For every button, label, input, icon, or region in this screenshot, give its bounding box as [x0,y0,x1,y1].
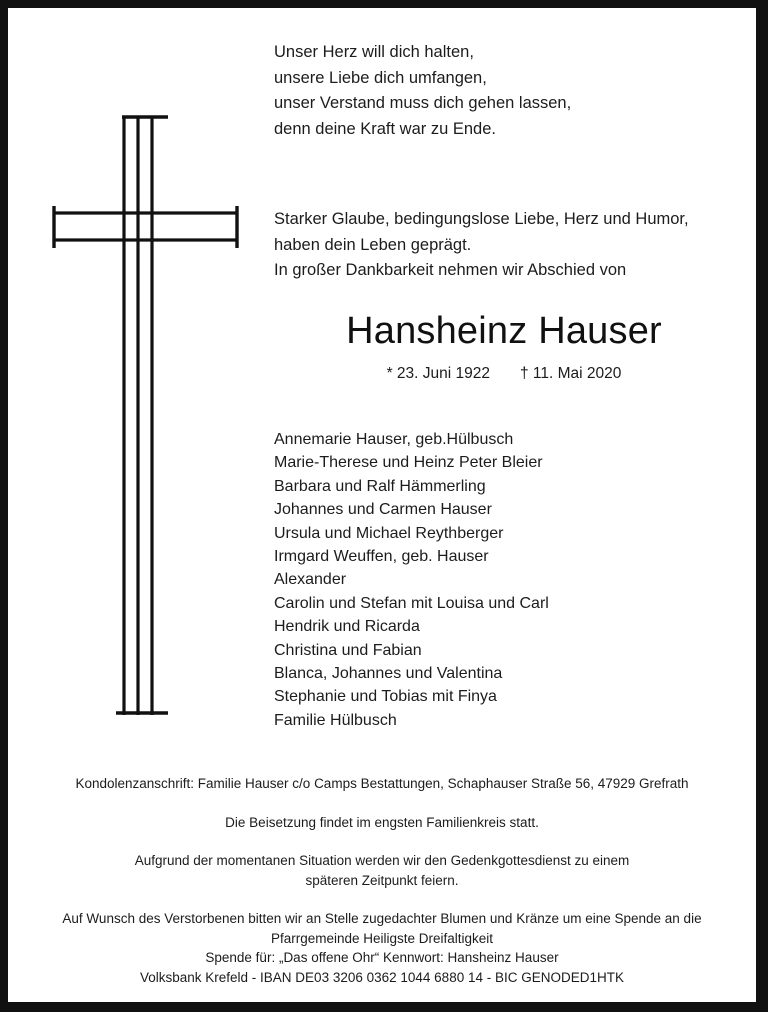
list-item: Familie Hülbusch [274,711,397,729]
memorial-service-line: Aufgrund der momentanen Situation werden wir den Gedenkgottesdienst zu einem [134,853,630,868]
verse-line: denn deine Kraft war zu Ende. [274,119,496,138]
list-item: Alexander [274,571,347,589]
tribute-line: Starker Glaube, bedingungslose Liebe, Herz und Humor, [274,210,689,228]
donation-note [32,909,732,968]
birth-date: * 23. Juni 1922 [386,365,490,382]
death-date: † 11. Mai 2020 [520,365,622,382]
list-item: Hendrik und Ricarda [274,618,420,636]
list-item: Marie-Therese und Heinz Peter Bleier [274,454,543,472]
list-item: Stephanie und Tobias mit Finya [274,688,497,706]
list-item: Christina und Fabian [274,641,422,659]
list-item: Johannes und Carmen Hauser [274,501,492,519]
condolence-address: Kondolenzanschrift: Familie Hauser c/o Camps Bestattungen, Schaphauser Straße 56, 47929 Grefrath [75,776,689,791]
tribute-line: In großer Dankbarkeit nehmen wir Abschied von [274,261,627,279]
donation-line: Pfarrgemeinde Heiligste Dreifaltigkeit [270,930,494,946]
deceased-name: Hansheinz Hauser [346,310,662,352]
family-list [274,428,549,732]
list-item: Irmgard Weuffen, geb. Hauser [274,548,489,566]
donation-line: Auf Wunsch des Verstorbenen bitten wir an Stelle zugedachter Blumen und Kränze um eine Spende an die [62,911,702,926]
list-item: Carolin und Stefan mit Louisa und Carl [274,594,549,612]
tribute-block [274,207,689,284]
donation-line: Spende für: „Das offene Ohr“ Kennwort: Hansheinz Hauser [205,950,559,965]
list-item: Blanca, Johannes und Valentina [274,665,503,683]
list-item: Barbara und Ralf Hämmerling [274,477,486,495]
obituary-card [6,6,758,1004]
life-dates [274,363,734,385]
footer [32,774,732,987]
memorial-service-note [32,851,732,890]
list-item: Annemarie Hauser, geb.Hülbusch [274,431,514,448]
burial-note: Die Beisetzung findet im engsten Familienkreis statt. [225,814,539,830]
verse-line: Unser Herz will dich halten, [274,43,474,61]
list-item: Ursula und Michael Reythberger [274,524,504,542]
christian-cross-icon [38,103,248,728]
tribute-line: haben dein Leben geprägt. [274,235,472,254]
verse-line: unser Verstand muss dich gehen lassen, [274,94,572,112]
verse-line: unsere Liebe dich umfangen, [274,68,487,87]
memorial-service-line: späteren Zeitpunkt feiern. [305,872,459,888]
verse-block [274,40,571,142]
bank-details: Volksbank Krefeld - IBAN DE03 3206 0362 1044 6880 14 - BIC GENODED1HTK [139,969,624,985]
